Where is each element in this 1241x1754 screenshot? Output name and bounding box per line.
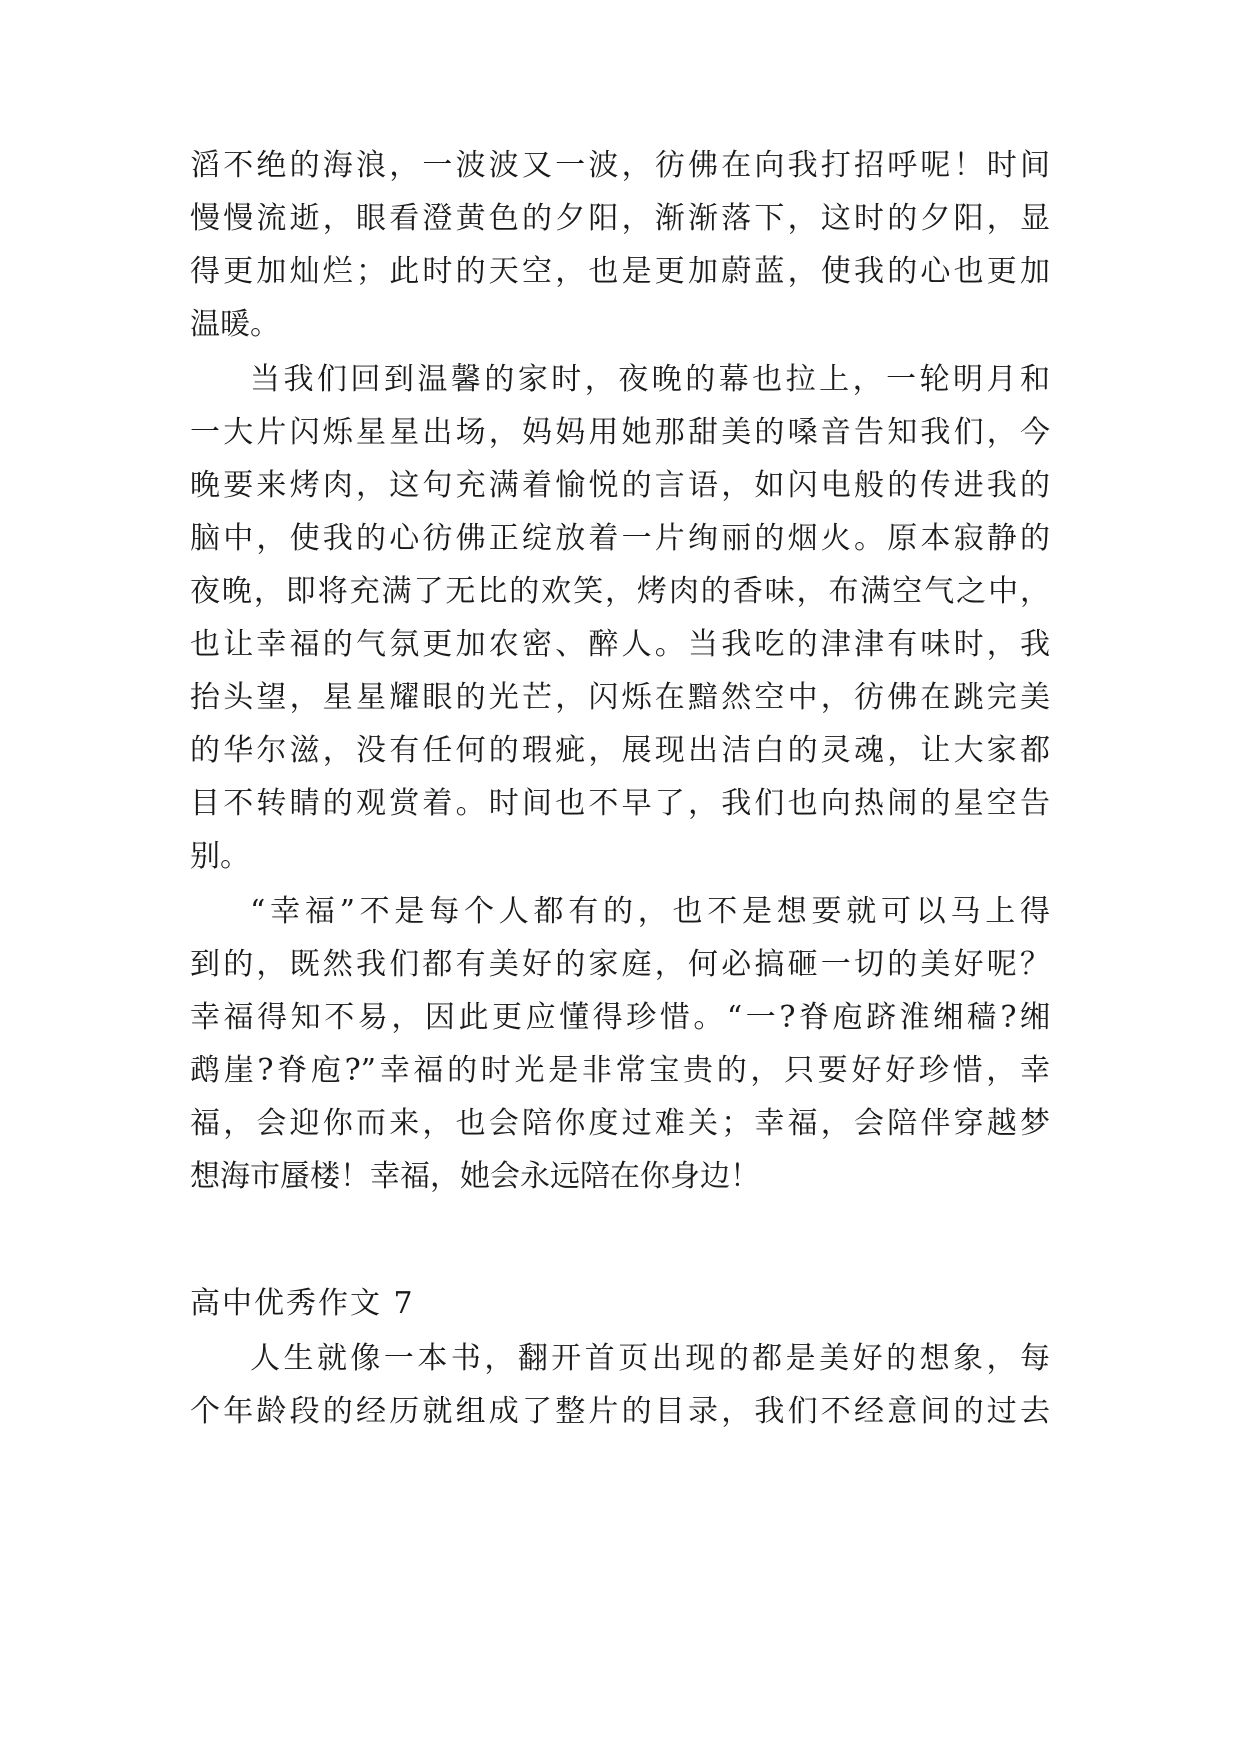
text-line: 福，会迎你而来，也会陪你度过难关；幸福，会陪伴穿越梦 xyxy=(190,1106,1050,1141)
text-line: 当我们回到温馨的家时，夜晚的幕也拉上，一轮明月和 xyxy=(250,362,1050,397)
section-heading: 高中优秀作文 7 xyxy=(190,1286,415,1321)
text-line: 一大片闪烁星星出场，妈妈用她那甜美的嗓音告知我们，今 xyxy=(190,415,1050,450)
text-line: 个年龄段的经历就组成了整片的目录，我们不经意间的过去 xyxy=(190,1394,1050,1429)
text-line: 滔不绝的海浪，一波波又一波，彷佛在向我打招呼呢！时间 xyxy=(190,148,1050,183)
text-line: 得更加灿烂；此时的天空，也是更加蔚蓝，使我的心也更加 xyxy=(190,254,1050,289)
text-line: 到的，既然我们都有美好的家庭，何必搞砸一切的美好呢？ xyxy=(190,947,1050,982)
text-line: 想海市蜃楼！幸福，她会永远陪在你身边！ xyxy=(190,1159,760,1194)
text-line: 别。 xyxy=(190,839,250,874)
text-line: 也让幸福的气氛更加农密、醉人。当我吃的津津有味时，我 xyxy=(190,627,1050,662)
text-line: 晚要来烤肉，这句充满着愉悦的言语，如闪电般的传进我的 xyxy=(190,468,1050,503)
text-line: “幸福”不是每个人都有的，也不是想要就可以马上得 xyxy=(250,894,1050,929)
text-line: 幸福得知不易，因此更应懂得珍惜。“一?脊庖跻淮缃穑?缃 xyxy=(190,1000,1050,1035)
text-line: 人生就像一本书，翻开首页出现的都是美好的想象，每 xyxy=(250,1341,1050,1376)
text-line: 抬头望，星星耀眼的光芒，闪烁在黯然空中，彷佛在跳完美 xyxy=(190,680,1050,715)
text-line: 夜晚，即将充满了无比的欢笑，烤肉的香味，布满空气之中， xyxy=(190,574,1050,609)
text-line: 脑中，使我的心彷佛正绽放着一片绚丽的烟火。原本寂静的 xyxy=(190,521,1050,556)
text-line: 慢慢流逝，眼看澄黄色的夕阳，渐渐落下，这时的夕阳，显 xyxy=(190,201,1050,236)
text-line: 的华尔滋，没有任何的瑕疵，展现出洁白的灵魂，让大家都 xyxy=(190,733,1050,768)
text-line: 鹉崖?脊庖?”幸福的时光是非常宝贵的，只要好好珍惜，幸 xyxy=(190,1053,1050,1088)
text-line: 温暖。 xyxy=(190,307,280,342)
text-line: 目不转睛的观赏着。时间也不早了，我们也向热闹的星空告 xyxy=(190,786,1050,821)
